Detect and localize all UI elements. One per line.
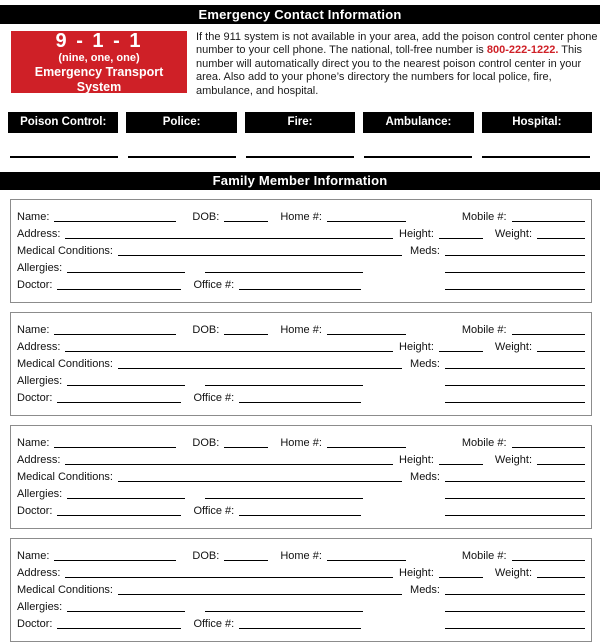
mobile-phone-label: Mobile #: xyxy=(461,324,507,337)
medical-conditions-label: Medical Conditions: xyxy=(17,584,113,597)
weight-label: Weight: xyxy=(494,228,532,241)
emergency-contact-blank-lines xyxy=(10,156,590,158)
dob-label: DOB: xyxy=(192,550,220,563)
address-label: Address: xyxy=(17,341,61,354)
member-row-address xyxy=(17,564,585,581)
dob-line xyxy=(224,221,268,222)
medical-conditions-line xyxy=(118,594,402,595)
allergies-extra-line xyxy=(205,498,363,499)
meds-extra-line-1 xyxy=(445,385,585,386)
medical-conditions-line xyxy=(118,481,402,482)
name-label: Name: xyxy=(17,437,50,450)
home-phone-label: Home #: xyxy=(280,324,322,337)
doctor-line xyxy=(57,628,181,629)
member-row-doctor xyxy=(17,502,585,519)
office-phone-label: Office #: xyxy=(193,618,235,631)
meds-extra-line-2 xyxy=(445,289,585,290)
poison-control-phone-number: 800-222-1222. xyxy=(486,44,559,57)
name-label: Name: xyxy=(17,211,50,224)
hospital-label: Hospital: xyxy=(482,112,592,133)
instructions-text-before: If the 911 system is not available in your area, add the poison control center phone number to your cell phone. The national, toll-free number is xyxy=(196,31,598,57)
weight-label: Weight: xyxy=(494,567,532,580)
member-row-medical xyxy=(17,355,585,372)
height-label: Height: xyxy=(399,228,434,241)
ambulance-label: Ambulance: xyxy=(363,112,473,133)
office-phone-label: Office #: xyxy=(193,505,235,518)
dob-label: DOB: xyxy=(192,211,220,224)
member-row-name xyxy=(17,208,585,225)
weight-label: Weight: xyxy=(494,454,532,467)
member-row-name xyxy=(17,547,585,564)
fire-line xyxy=(246,156,354,158)
weight-line xyxy=(537,351,585,352)
member-row-allergies xyxy=(17,259,585,276)
name-line xyxy=(54,447,176,448)
office-phone-line xyxy=(239,402,361,403)
member-row-doctor xyxy=(17,615,585,632)
meds-extra-line-1 xyxy=(445,498,585,499)
height-line xyxy=(439,577,483,578)
allergies-line xyxy=(67,385,185,386)
mobile-phone-line xyxy=(512,560,585,561)
doctor-label: Doctor: xyxy=(17,618,53,631)
dob-line xyxy=(224,334,268,335)
height-line xyxy=(439,464,483,465)
home-phone-label: Home #: xyxy=(280,437,322,450)
mobile-phone-line xyxy=(512,221,585,222)
dob-line xyxy=(224,447,268,448)
allergies-extra-line xyxy=(205,385,363,386)
allergies-extra-line xyxy=(205,272,363,273)
member-row-address xyxy=(17,451,585,468)
nine-one-one-box xyxy=(11,31,187,93)
address-line xyxy=(65,351,393,352)
member-row-name xyxy=(17,321,585,338)
address-line xyxy=(65,238,393,239)
nine-one-one-number: 9 - 1 - 1 xyxy=(55,29,143,52)
meds-extra-line-1 xyxy=(445,611,585,612)
nine-one-one-phonetic: (nine, one, one) xyxy=(58,51,140,64)
allergies-extra-line xyxy=(205,611,363,612)
meds-line xyxy=(445,368,585,369)
name-label: Name: xyxy=(17,324,50,337)
weight-label: Weight: xyxy=(494,341,532,354)
member-row-address xyxy=(17,225,585,242)
family-member-card xyxy=(10,199,592,303)
height-label: Height: xyxy=(399,341,434,354)
home-phone-label: Home #: xyxy=(280,550,322,563)
poison-control-instructions xyxy=(196,31,598,98)
home-phone-line xyxy=(327,560,406,561)
home-phone-line xyxy=(327,221,406,222)
fire-label: Fire: xyxy=(245,112,355,133)
member-row-doctor xyxy=(17,276,585,293)
meds-extra-line-1 xyxy=(445,272,585,273)
allergies-label: Allergies: xyxy=(17,601,63,614)
doctor-label: Doctor: xyxy=(17,392,53,405)
member-row-allergies xyxy=(17,485,585,502)
instructions-text-after: This number will automatically direct you to the nearest poison control center in your area. Also add to your phone’s directory the numbers for local police, fire, ambulance, and hospital. xyxy=(196,44,583,97)
emergency-transport-caption: Emergency Transport System xyxy=(34,64,164,94)
name-line xyxy=(54,560,176,561)
medical-conditions-label: Medical Conditions: xyxy=(17,471,113,484)
doctor-line xyxy=(57,289,181,290)
police-label: Police: xyxy=(126,112,236,133)
mobile-phone-label: Mobile #: xyxy=(461,437,507,450)
emergency-contact-header: Emergency Contact Information xyxy=(0,5,600,24)
address-label: Address: xyxy=(17,454,61,467)
allergies-line xyxy=(67,611,185,612)
emergency-info-section xyxy=(0,31,600,98)
office-phone-label: Office #: xyxy=(193,392,235,405)
member-row-medical xyxy=(17,242,585,259)
meds-label: Meds: xyxy=(410,358,440,371)
police-line xyxy=(128,156,236,158)
home-phone-line xyxy=(327,334,406,335)
allergies-label: Allergies: xyxy=(17,262,63,275)
weight-line xyxy=(537,577,585,578)
medical-conditions-line xyxy=(118,255,402,256)
family-member-card xyxy=(10,312,592,416)
meds-label: Meds: xyxy=(410,584,440,597)
name-label: Name: xyxy=(17,550,50,563)
doctor-label: Doctor: xyxy=(17,505,53,518)
name-line xyxy=(54,334,176,335)
weight-line xyxy=(537,464,585,465)
height-label: Height: xyxy=(399,567,434,580)
member-row-address xyxy=(17,338,585,355)
address-label: Address: xyxy=(17,567,61,580)
meds-extra-line-2 xyxy=(445,515,585,516)
doctor-line xyxy=(57,515,181,516)
allergies-label: Allergies: xyxy=(17,375,63,388)
home-phone-label: Home #: xyxy=(280,211,322,224)
poison-control-label: Poison Control: xyxy=(8,112,118,133)
meds-line xyxy=(445,481,585,482)
family-member-card xyxy=(10,538,592,642)
mobile-phone-label: Mobile #: xyxy=(461,211,507,224)
family-members xyxy=(10,199,592,642)
meds-line xyxy=(445,594,585,595)
meds-label: Meds: xyxy=(410,245,440,258)
meds-line xyxy=(445,255,585,256)
mobile-phone-label: Mobile #: xyxy=(461,550,507,563)
family-member-header: Family Member Information xyxy=(0,172,600,190)
medical-conditions-label: Medical Conditions: xyxy=(17,245,113,258)
doctor-line xyxy=(57,402,181,403)
office-phone-label: Office #: xyxy=(193,279,235,292)
medical-conditions-label: Medical Conditions: xyxy=(17,358,113,371)
mobile-phone-line xyxy=(512,334,585,335)
name-line xyxy=(54,221,176,222)
hospital-line xyxy=(482,156,590,158)
meds-extra-line-2 xyxy=(445,402,585,403)
member-row-medical xyxy=(17,468,585,485)
doctor-label: Doctor: xyxy=(17,279,53,292)
emergency-contact-labels-row xyxy=(8,112,592,133)
member-row-doctor xyxy=(17,389,585,406)
meds-extra-line-2 xyxy=(445,628,585,629)
height-line xyxy=(439,238,483,239)
member-row-medical xyxy=(17,581,585,598)
office-phone-line xyxy=(239,289,361,290)
ambulance-line xyxy=(364,156,472,158)
mobile-phone-line xyxy=(512,447,585,448)
poison-control-line xyxy=(10,156,118,158)
member-row-name xyxy=(17,434,585,451)
allergies-line xyxy=(67,498,185,499)
dob-line xyxy=(224,560,268,561)
home-phone-line xyxy=(327,447,406,448)
dob-label: DOB: xyxy=(192,324,220,337)
weight-line xyxy=(537,238,585,239)
member-row-allergies xyxy=(17,372,585,389)
allergies-line xyxy=(67,272,185,273)
meds-label: Meds: xyxy=(410,471,440,484)
medical-conditions-line xyxy=(118,368,402,369)
allergies-label: Allergies: xyxy=(17,488,63,501)
office-phone-line xyxy=(239,628,361,629)
address-line xyxy=(65,577,393,578)
office-phone-line xyxy=(239,515,361,516)
member-row-allergies xyxy=(17,598,585,615)
dob-label: DOB: xyxy=(192,437,220,450)
address-label: Address: xyxy=(17,228,61,241)
family-member-card xyxy=(10,425,592,529)
height-line xyxy=(439,351,483,352)
height-label: Height: xyxy=(399,454,434,467)
address-line xyxy=(65,464,393,465)
